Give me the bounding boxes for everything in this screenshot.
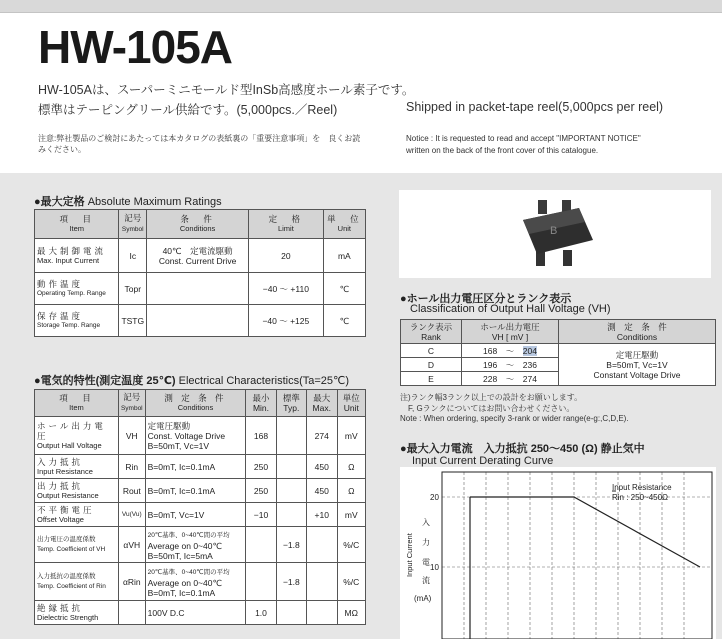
rank-col-conditions: 測 定 条 件 Conditions	[559, 320, 716, 344]
row-conditions: 定電圧駆動 Const. Voltage Drive B=50mT, Vc=1V	[145, 417, 246, 455]
rank-range: 196 ～ 236	[462, 358, 559, 372]
description-line2: 標準はテーピングリール供給です。(5,000pcs.／Reel)	[38, 103, 338, 117]
row-max	[307, 601, 337, 625]
elec-col-typ: 標準 Typ.	[276, 390, 306, 417]
row-min	[246, 527, 276, 563]
y-axis-label-jp-3: 電	[422, 558, 430, 567]
row-item: 出力抵抗 Output Resistance	[35, 479, 119, 503]
rank-range: 168 ～ 204	[462, 344, 559, 358]
y-tick-20: 20	[430, 493, 439, 502]
row-conditions	[147, 273, 249, 305]
row-conditions	[147, 305, 249, 337]
abs-max-heading-jp: ●最大定格	[34, 196, 85, 208]
row-typ: −1.8	[276, 527, 306, 563]
row-max: 450	[307, 455, 337, 479]
row-conditions: 20℃基準、0~40℃間の平均 Average on 0~40℃ B=50mT, Ic=5mA	[145, 527, 246, 563]
table-row	[35, 563, 366, 601]
lead-top-left	[538, 200, 547, 214]
rank-note2: F, Gランクについてはお問い合わせください。	[400, 403, 575, 413]
row-symbol	[118, 601, 145, 625]
table-row	[35, 527, 366, 563]
rank-heading-jp: ●ホール出力電圧区分とランク表示	[400, 293, 572, 305]
table-row	[401, 344, 716, 358]
legend-line1: Input Resistance	[612, 483, 672, 492]
derating-heading	[400, 440, 645, 456]
elec-col-min: 最小 Min.	[246, 390, 276, 417]
row-symbol: VH	[118, 417, 145, 455]
row-item: 不平衡電圧 Offset Voltage	[35, 503, 119, 527]
elec-col-symbol: 記号 Symbol	[118, 390, 145, 417]
description-line2-en: Shipped in packet-tape reel(5,000pcs per reel)	[406, 100, 664, 114]
row-typ	[276, 503, 306, 527]
elec-col-conditions: 測 定 条 件 Conditions	[145, 390, 246, 417]
row-symbol: Rin	[118, 455, 145, 479]
row-min: 250	[246, 455, 276, 479]
row-unit: mV	[337, 417, 366, 455]
row-item: 絶縁抵抗 Dielectric Strength	[35, 601, 119, 625]
elec-heading	[34, 372, 349, 388]
notice-en-line1: Notice : It is requested to read and accept "IMPORTANT NOTICE"	[406, 134, 641, 143]
row-min: −10	[246, 503, 276, 527]
rank-table	[400, 319, 716, 386]
row-item: 保存温度 Storage Temp. Range	[35, 305, 119, 337]
page-title: HW-105A	[38, 21, 233, 73]
abs-max-heading-en: Absolute Maximum Ratings	[87, 196, 222, 208]
package-svg	[399, 190, 711, 278]
row-conditions: 40℃ 定電流駆動 Const. Current Drive	[147, 239, 249, 273]
row-min: 1.0	[246, 601, 276, 625]
row-unit: mA	[323, 239, 365, 273]
elec-heading-jp: ●電気的特性(測定温度 25℃)	[34, 375, 176, 387]
y-axis-label-jp-1: 入	[422, 518, 430, 527]
rank-col-vh: ホール出力電圧 VH [ mV ]	[462, 320, 559, 344]
table-row	[35, 503, 366, 527]
rank-note3: Note : When ordering, specify 3-rank or wider range(e-g:,C,D,E).	[400, 414, 629, 423]
elec-table	[34, 389, 366, 625]
row-typ	[276, 455, 306, 479]
row-conditions: 20℃基準、0~40℃間の平均 Average on 0~40℃ B=0mT, Ic=0.1mA	[145, 563, 246, 601]
rank-letter: C	[401, 344, 462, 358]
table-row	[35, 601, 366, 625]
notice-en-line2: written on the back of the front cover of this catalogue.	[406, 146, 599, 155]
row-max: +10	[307, 503, 337, 527]
elec-col-unit: 単位 Unit	[337, 390, 366, 417]
row-unit: MΩ	[337, 601, 366, 625]
rank-letter: D	[401, 358, 462, 372]
row-max: 274	[307, 417, 337, 455]
row-typ	[276, 601, 306, 625]
elec-heading-en: Electrical Characteristics(Ta=25℃)	[178, 375, 350, 387]
abs-col-conditions: 条 件 Conditions	[147, 210, 249, 239]
y-tick-10: 10	[430, 563, 439, 572]
row-conditions: B=0mT, Ic=0.1mA	[145, 479, 246, 503]
y-axis-label-jp-2: 力	[422, 538, 430, 547]
row-symbol: Topr	[119, 273, 147, 305]
row-symbol: Vu(Vu)	[118, 503, 145, 527]
notice-en	[406, 133, 716, 157]
row-unit: Ω	[337, 479, 366, 503]
table-row	[35, 455, 366, 479]
abs-col-item: 項 目 Item	[35, 210, 119, 239]
abs-col-unit: 単 位 Unit	[323, 210, 365, 239]
row-min	[246, 563, 276, 601]
elec-col-item: 項 目 Item	[35, 390, 119, 417]
abs-max-heading	[34, 193, 222, 209]
notice-jp: 注意:弊社製品のご検討にあたっては本カタログの表紙裏の「重要注意事項」を 良くお読みください。	[38, 134, 361, 154]
rank-header-row	[401, 320, 716, 344]
row-min: 250	[246, 479, 276, 503]
row-symbol: Rout	[118, 479, 145, 503]
rank-heading-en: Classification of Output Hall Voltage (VH)	[410, 303, 611, 315]
rank-note1: 注)ランク幅3ランク以上での設計をお願いします。	[400, 393, 583, 402]
row-item: 入力抵抗 Input Resistance	[35, 455, 119, 479]
row-typ: −1.8	[276, 563, 306, 601]
row-symbol: Ic	[119, 239, 147, 273]
rank-col-rank: ランク表示 Rank	[401, 320, 462, 344]
rank-notes	[400, 393, 629, 425]
abs-max-header-row	[35, 210, 366, 239]
row-max	[307, 527, 337, 563]
y-axis-label-jp-4: 流	[422, 576, 430, 585]
row-unit: mV	[337, 503, 366, 527]
rank-range: 228 ～ 274	[462, 372, 559, 386]
row-typ	[276, 417, 306, 455]
elec-header-row	[35, 390, 366, 417]
rank-letter: E	[401, 372, 462, 386]
row-symbol: αVH	[118, 527, 145, 563]
elec-col-max: 最大 Max.	[307, 390, 337, 417]
row-conditions: B=0mT, Vc=1V	[145, 503, 246, 527]
table-row	[35, 305, 366, 337]
row-unit: ℃	[323, 305, 365, 337]
y-axis-label-en: Input Current	[405, 533, 414, 577]
abs-col-symbol: 記号 Symbol	[119, 210, 147, 239]
rank-conditions: 定電圧駆動 B=50mT, Vc=1V Constant Voltage Drive	[559, 344, 716, 386]
abs-col-limit: 定 格 Limit	[249, 210, 324, 239]
table-row	[35, 239, 366, 273]
row-limit: −40 ～ +110	[249, 273, 324, 305]
row-typ	[276, 479, 306, 503]
package-image	[399, 190, 711, 278]
table-row	[35, 417, 366, 455]
row-item: 動作温度 Operating Temp. Range	[35, 273, 119, 305]
row-symbol: αRin	[118, 563, 145, 601]
derating-chart	[400, 467, 716, 639]
row-symbol: TSTG	[119, 305, 147, 337]
row-item: 出力電圧の温度係数 Temp. Coefficient of VH	[35, 527, 119, 563]
row-item: 入力抵抗の温度係数 Temp. Coefficient of Rin	[35, 563, 119, 601]
derating-svg	[400, 467, 716, 639]
row-unit: ℃	[323, 273, 365, 305]
row-conditions: B=0mT, Ic=0.1mA	[145, 455, 246, 479]
derating-heading-en: Input Current Derating Curve	[412, 455, 554, 467]
row-unit: Ω	[337, 455, 366, 479]
legend-line2: Rin : 250~450Ω	[612, 493, 669, 502]
lead-bottom-right	[563, 250, 572, 266]
row-min: 168	[246, 417, 276, 455]
row-limit: 20	[249, 239, 324, 273]
description-line1: HW-105Aは、スーパーミニモールド型InSb高感度ホール素子です。	[38, 83, 415, 97]
row-item: 最大制御電流 Max. Input Current	[35, 239, 119, 273]
abs-max-table	[34, 209, 366, 337]
row-conditions: 100V D.C	[145, 601, 246, 625]
row-unit: %/C	[337, 527, 366, 563]
derating-heading-jp: ●最大入力電流 入力抵抗 250～450 (Ω) 静止気中	[400, 443, 645, 455]
derating-series-line	[470, 497, 700, 567]
top-bar	[0, 0, 722, 13]
row-item: ホール出力電圧 Output Hall Voltage	[35, 417, 119, 455]
package-mark: B	[550, 225, 558, 237]
row-max	[307, 563, 337, 601]
row-limit: −40 ～ +125	[249, 305, 324, 337]
table-row	[35, 479, 366, 503]
table-row	[35, 273, 366, 305]
row-max: 450	[307, 479, 337, 503]
y-axis-unit: (mA)	[414, 594, 432, 603]
row-unit: %/C	[337, 563, 366, 601]
chart-legend	[612, 483, 672, 502]
